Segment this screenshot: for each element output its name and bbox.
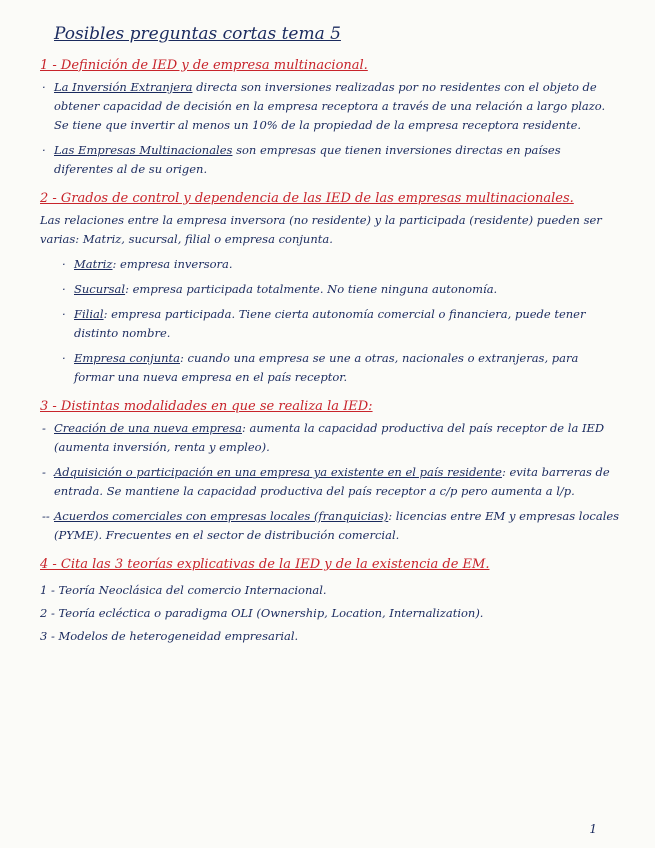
term-ied: La Inversión Extranjera <box>54 80 193 94</box>
term: Filial <box>74 307 104 321</box>
theory-list <box>40 581 621 646</box>
question-3 <box>40 397 621 545</box>
bullet-mark: · <box>62 351 66 365</box>
question-2 <box>40 189 621 387</box>
definition-ied <box>40 78 621 135</box>
definition-em <box>40 141 621 179</box>
list-item: 2 - Teoría ecléctica o paradigma OLI (Ownership, Location, Internalization). <box>40 606 484 620</box>
question-2-intro: Las relaciones entre la empresa inversora (no residente) y la participada (residente) pueden ser varias: Matriz, sucursal, filial o empresa conjunta. <box>40 213 602 246</box>
page-title: Posibles preguntas cortas tema 5 <box>54 24 341 44</box>
question-4-heading: 4 - Cita las 3 teorías explicativas de la IED y de la existencia de EM. <box>40 557 490 572</box>
item-text: : licencias entre EM y empresas locales (PYME). Frecuentes en el sector de distribución comercial. <box>54 509 620 542</box>
list-item <box>60 305 621 343</box>
question-1 <box>40 56 621 179</box>
bullet-mark: - <box>42 465 46 479</box>
list-item <box>60 255 621 274</box>
list-item <box>60 349 621 387</box>
list-item <box>40 507 621 545</box>
item-text: : empresa inversora. <box>112 257 233 271</box>
term: Adquisición o participación en una empresa ya existente en el país residente <box>54 465 502 479</box>
term: Empresa conjunta <box>74 351 181 365</box>
term: Matriz <box>74 257 113 271</box>
bullet-mark: · <box>62 307 66 321</box>
item-text: : evita barreras de entrada. Se mantiene la capacidad productiva del país receptor a c/p pero aumenta a l/p. <box>54 465 610 498</box>
item-text: : cuando una empresa se une a otras, nacionales o extranjeras, para formar una nueva empresa en el país receptor. <box>74 351 579 384</box>
question-4 <box>40 555 621 646</box>
question-3-heading: 3 - Distintas modalidades en que se realiza la IED: <box>40 399 373 414</box>
term-em: Las Empresas Multinacionales <box>54 143 233 157</box>
list-item: 3 - Modelos de heterogeneidad empresarial. <box>40 629 299 643</box>
list-item <box>40 463 621 501</box>
bullet-mark: -- <box>42 509 50 523</box>
definition-em-text: son empresas que tienen inversiones directas en países diferentes al de su origen. <box>54 143 561 176</box>
bullet-mark: · <box>42 80 46 94</box>
bullet-mark: · <box>42 143 46 157</box>
item-text: : aumenta la capacidad productiva del país receptor de la IED (aumenta inversión, renta y empleo). <box>54 421 605 454</box>
bullet-mark: · <box>62 257 66 271</box>
bullet-mark: · <box>62 282 66 296</box>
list-item <box>40 419 621 457</box>
bullet-mark: - <box>42 421 46 435</box>
definition-ied-text: directa son inversiones realizadas por no residentes con el objeto de obtener capacidad de decisión en la empresa receptora a través de una relación a largo plazo. Se tiene que invertir al menos un 10% de la propiedad de la empresa receptora residente. <box>54 80 606 132</box>
item-text: : empresa participada. Tiene cierta autonomía comercial o financiera, puede tener distinto nombre. <box>74 307 586 340</box>
term: Creación de una nueva empresa <box>54 421 242 435</box>
list-item <box>60 280 621 299</box>
term: Acuerdos comerciales con empresas locales (franquicias) <box>54 509 389 523</box>
item-text: : empresa participada totalmente. No tiene ninguna autonomía. <box>125 282 498 296</box>
page-number: 1 <box>589 822 597 836</box>
question-2-heading: 2 - Grados de control y dependencia de las IED de las empresas multinacionales. <box>40 191 574 206</box>
list-item: 1 - Teoría Neoclásica del comercio Internacional. <box>40 583 327 597</box>
term: Sucursal <box>74 282 126 296</box>
question-1-heading: 1 - Definición de IED y de empresa multinacional. <box>40 58 368 73</box>
